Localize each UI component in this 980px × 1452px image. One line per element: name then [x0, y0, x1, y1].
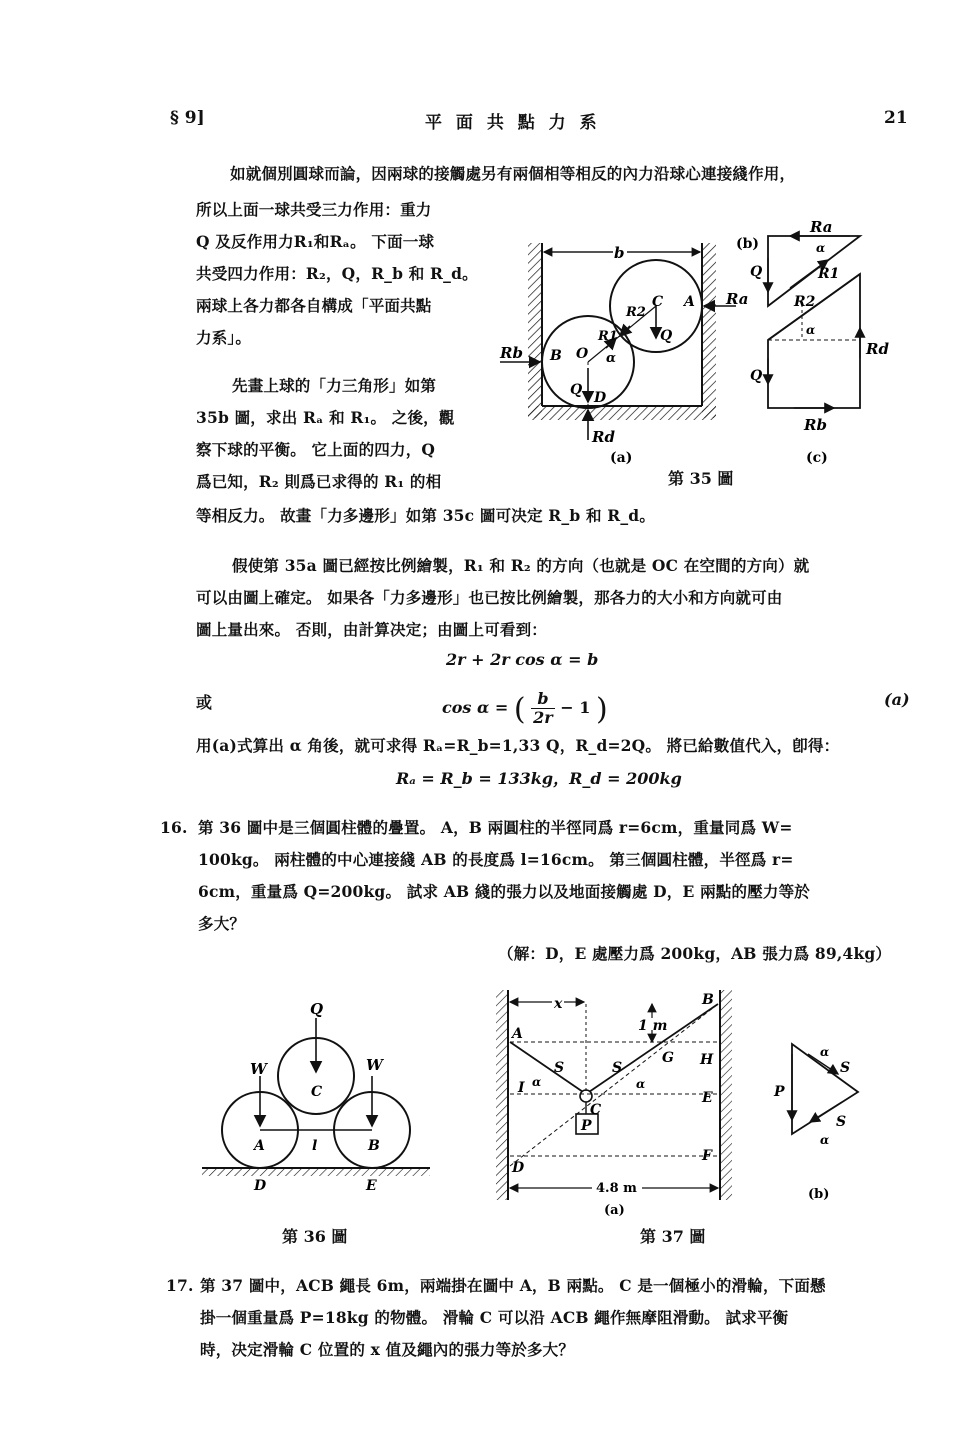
equation-2-numerator: b [531, 690, 555, 709]
fig35-label-Q-bottom: Q [570, 382, 583, 398]
fig35-label-O: O [576, 346, 589, 362]
result-line: 用(a)式算出 α 角後，就可求得 Rₐ=R_b=1,33 Q，R_d=2Q。 將已給數值代入，卽得： [196, 736, 840, 755]
problem16-answer: （解：D，E 處壓力爲 200kg，AB 張力爲 89,4kg） [498, 944, 892, 963]
fig37-label-alpha-right: α [636, 1077, 646, 1091]
fig37-label-F: F [702, 1148, 712, 1164]
fig35c-label-Rd: Rd [866, 340, 889, 358]
problem17-number: 17. [166, 1276, 194, 1295]
fig37-label-1m: 1 m [638, 1018, 668, 1034]
figure-35 [498, 208, 898, 488]
fig35-label-A: A [684, 294, 695, 310]
fig36-label-l: l [312, 1138, 318, 1154]
fig35b-label-alpha: α [816, 241, 826, 255]
fig35-sub-a: (a) [610, 450, 633, 466]
para1-line3: Q 及反作用力R₁和Rₐ。 下面一球 [196, 232, 435, 251]
running-title: 平 面 共 點 力 系 [425, 113, 601, 133]
fig37-label-width: 4.8 m [596, 1181, 637, 1196]
fig35b-label-Ra: Ra [810, 218, 833, 236]
result-equation: Rₐ = R_b = 133kg，R_d = 200kg [396, 769, 682, 788]
figure-36 [200, 998, 440, 1198]
fig35-label-alpha: α [606, 351, 617, 366]
fig35-label-R2: R2 [626, 305, 646, 320]
fig36-label-W-right: W [366, 1056, 383, 1074]
para2-line4: 爲已知，R₂ 則爲已求得的 R₁ 的相 [196, 472, 442, 491]
fig35-sub-c: (c) [806, 450, 828, 466]
equation-2-left: cos α = [442, 698, 509, 717]
para1-line4: 共受四力作用：R₂，Q，R_b 和 R_d。 [196, 264, 478, 283]
para2-line2: 35b 圖，求出 Rₐ 和 R₁。 之後，觀 [196, 408, 455, 427]
problem16-line4: 多大？ [198, 914, 246, 933]
para1-line1: 如就個別圓球而論，因兩球的接觸處另有兩個相等相反的內力沿球心連接綫作用， [230, 164, 796, 183]
para2-line5: 等相反力。 故畫「力多邊形」如第 35c 圖可决定 R_b 和 R_d。 [196, 506, 656, 525]
problem16-line2: 100kg。 兩柱體的中心連接綫 AB 的長度爲 l=16cm。 第三個圓柱體，半徑爲 r= [198, 850, 794, 869]
para2-line3: 察下球的平衡。 它上面的四力，Q [196, 440, 436, 459]
fig35c-label-Rb: Rb [804, 416, 827, 434]
equation-1: 2r + 2r cos α = b [446, 650, 599, 669]
fig37b-label-P: P [774, 1084, 785, 1100]
equation-2: cos α = ( $\frac{b}{2r}$ − 1 ) [442, 689, 608, 727]
problem17-line1: 第 37 圖中，ACB 繩長 6m，兩端掛在圖中 A，B 兩點。 C 是一個極小的滑輪，下面懸 [200, 1276, 826, 1295]
fig35-caption: 第 35 圖 [668, 469, 734, 488]
fig37-label-H: H [700, 1052, 714, 1068]
para1-line5: 兩球上各力都各自構成「平面共點 [196, 296, 432, 315]
fig36-label-B: B [368, 1138, 380, 1154]
para1-line6: 力系」。 [196, 328, 252, 347]
fig37b-label-S-top: S [840, 1060, 851, 1076]
fig37b-label-alpha-top: α [820, 1045, 830, 1059]
fig37-label-x: x [554, 996, 563, 1012]
equation-or: 或 [196, 693, 213, 712]
fig37-label-S-right: S [612, 1060, 623, 1076]
fig36-label-A: A [254, 1138, 265, 1154]
fig37-sub-a: (a) [604, 1203, 625, 1218]
para3-line3: 圖上量出來。 否則，由計算决定；由圖上可看到： [196, 620, 547, 639]
problem17-line2: 掛一個重量爲 P=18kg 的物體。 滑輪 C 可以沿 ACB 繩作無摩阻滑動。 試求平衡 [200, 1308, 789, 1327]
para2-line1: 先畫上球的「力三角形」如第 [232, 376, 437, 395]
fig35-label-D: D [594, 390, 607, 406]
fig37-label-E: E [702, 1090, 713, 1106]
fig35c-label-Q: Q [750, 368, 763, 384]
fig37b-label-alpha-bottom: α [820, 1133, 830, 1147]
fig37-label-A: A [512, 1026, 523, 1042]
fig35-label-B: B [550, 348, 562, 364]
para1-line2: 所以上面一球共受三力作用：重力 [196, 200, 432, 219]
fig37-label-C: C [590, 1102, 602, 1118]
fig37-sub-b: (b) [808, 1187, 830, 1202]
fig35-label-R1: R1 [598, 329, 618, 344]
fig37-label-P: P [581, 1118, 592, 1134]
para3-line1: 假使第 35a 圖已經按比例繪製，R₁ 和 R₂ 的方向（也就是 OC 在空間的方向）就 [232, 556, 810, 575]
fig36-label-W-left: W [250, 1060, 267, 1078]
fig37-label-D: D [512, 1160, 525, 1176]
fig36-label-D: D [254, 1178, 267, 1194]
fig35b-label-R1: R1 [818, 266, 840, 282]
fig35-sub-b: (b) [736, 236, 760, 252]
fig36-label-C: C [311, 1084, 323, 1100]
page-number: 21 [884, 108, 908, 128]
problem16-number: 16. [160, 818, 188, 837]
fig37-label-I: I [518, 1080, 525, 1096]
fig35-label-Ra: Ra [726, 290, 749, 308]
fig35b-label-Q: Q [750, 264, 763, 280]
problem16-line3: 6cm，重量爲 Q=200kg。 試求 AB 綫的張力以及地面接觸處 D，E 兩點的壓力等於 [198, 882, 811, 901]
fig37b-label-S-bottom: S [836, 1114, 847, 1130]
fig35-label-Rd: Rd [592, 428, 615, 446]
fig37-label-S-left: S [554, 1060, 565, 1076]
equation-2-rest: − 1 [560, 698, 591, 717]
fig37-label-G: G [662, 1050, 674, 1066]
fig36-label-E: E [366, 1178, 377, 1194]
fig37-caption: 第 37 圖 [640, 1227, 706, 1246]
figure-37 [492, 984, 882, 1224]
fig37-label-B: B [702, 992, 714, 1008]
para3-line2: 可以由圖上確定。 如果各「力多邊形」也已按比例繪製，那各力的大小和方向就可由 [196, 588, 783, 607]
fig35-label-C: C [652, 294, 664, 310]
fig35c-label-R2: R2 [794, 294, 816, 310]
equation-2-denominator: 2r [533, 708, 553, 727]
fig35c-label-alpha: α [806, 323, 816, 337]
fig37-label-alpha-left: α [532, 1075, 542, 1089]
problem17-line3: 時，决定滑輪 C 位置的 x 值及繩內的張力等於多大？ [200, 1340, 575, 1359]
fig35-label-Q-top: Q [660, 328, 673, 344]
fig35-label-Rb: Rb [500, 344, 523, 362]
fig35-label-b: b [614, 244, 625, 262]
section-label: § 9] [170, 108, 205, 128]
fig36-label-Q: Q [310, 1000, 324, 1018]
equation-2-tag: (a) [884, 690, 910, 709]
fig36-caption: 第 36 圖 [282, 1227, 348, 1246]
problem16-line1: 第 36 圖中是三個圓柱體的疊置。 A，B 兩圓柱的半徑同爲 r=6cm，重量同爲 W= [198, 818, 793, 837]
